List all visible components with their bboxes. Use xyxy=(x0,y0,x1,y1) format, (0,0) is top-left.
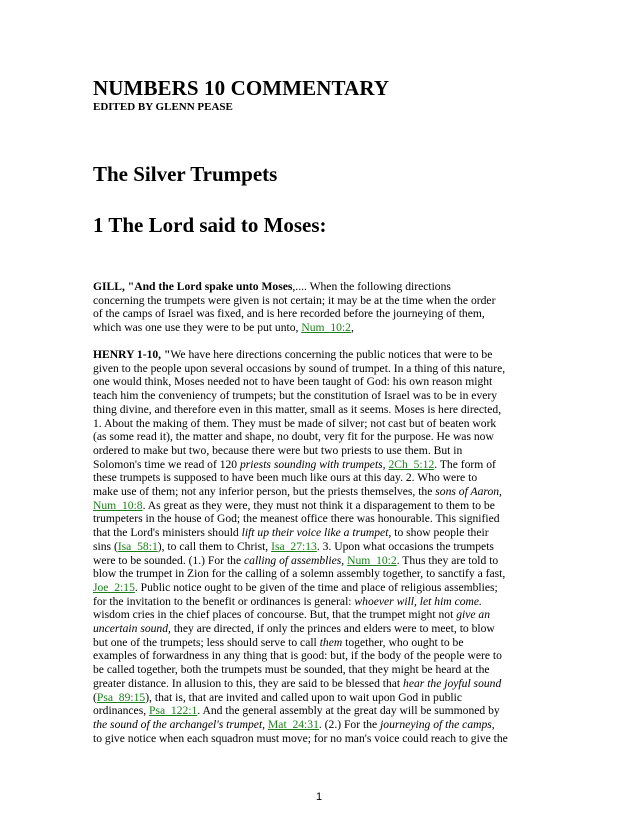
italic-quote: hear the joyful sound xyxy=(403,676,502,690)
text-run: . The form of xyxy=(434,457,496,471)
text-line xyxy=(93,375,549,389)
text-line xyxy=(93,307,549,321)
text-run: thing divine, and therefore even in this matter, small as it seems. Moses is here directed, xyxy=(93,402,502,416)
italic-quote: journeying of the camps, xyxy=(380,717,495,731)
italic-quote: whoever will, let him come. xyxy=(354,594,482,608)
text-run: wisdom cries in the chief places of concourse. But, that the trumpet might not xyxy=(93,608,457,622)
text-run: concerning the trumpets were given is not certain; it may be at the time when the order xyxy=(93,293,496,307)
text-line xyxy=(93,595,549,609)
gill-commentary-paragraph xyxy=(93,280,549,335)
text-line xyxy=(93,622,549,636)
italic-quote: the sound of the archangel's trumpet, xyxy=(93,717,266,731)
text-line xyxy=(93,348,549,362)
text-run: ordered to make but two, because there were but two priests to use them. But in xyxy=(93,443,463,457)
text-line xyxy=(93,458,549,472)
text-line xyxy=(93,471,549,485)
italic-quote: uncertain sound, xyxy=(93,622,171,636)
scripture-reference-link[interactable]: Isa_27:13 xyxy=(271,539,317,553)
text-line xyxy=(93,294,549,308)
text-line xyxy=(93,540,549,554)
text-run: . And the general assembly at the great day will be summoned by xyxy=(197,704,500,718)
scripture-reference-link[interactable]: Isa_58:1 xyxy=(117,539,158,553)
text-run: but one of the trumpets; less should serve to call xyxy=(93,635,320,649)
text-run: (as some read it), the matter and shape, no doubt, very fit for the purpose. He was now xyxy=(93,430,494,444)
editor-credit: EDITED BY GLENN PEASE xyxy=(93,101,233,113)
text-line xyxy=(93,362,549,376)
text-run: blow the trumpet in Zion for the calling of a solemn assembly together, to sanctify a fast, xyxy=(93,567,506,581)
text-run: Solomon's time we read of 120 xyxy=(93,457,240,471)
text-line xyxy=(93,389,549,403)
text-run: trumpeters in the house of God; the meanest office there was honourable. This signified xyxy=(93,512,500,526)
text-run: ordinances, xyxy=(93,704,150,718)
scripture-reference-link[interactable]: Num_10:2 xyxy=(301,321,351,335)
text-run: ), to call them to Christ, xyxy=(157,539,272,553)
page-number: 1 xyxy=(315,791,323,803)
text-run: one would think, Moses needed not to have been taught of God: his own reason might xyxy=(93,375,493,389)
text-line xyxy=(93,403,549,417)
text-run: sins ( xyxy=(93,539,118,553)
commentator-lead: GILL, "And the Lord spake unto Moses xyxy=(93,280,293,293)
text-run: , xyxy=(350,321,354,335)
text-run: which was one use they were to be put unto, xyxy=(93,321,302,335)
text-line xyxy=(93,732,549,746)
text-run: to show people their xyxy=(391,526,489,540)
text-run: to give notice when each squadron must move; for no man's voice could reach to give the xyxy=(93,731,508,745)
text-line xyxy=(93,636,549,650)
italic-quote: them xyxy=(319,635,343,649)
section-heading: The Silver Trumpets xyxy=(93,162,278,186)
text-line xyxy=(93,417,549,431)
italic-quote: calling of assemblies, xyxy=(244,553,345,567)
text-run: teach him the conveniency of trumpets; but the constitution of Israel was to be in every xyxy=(93,389,498,403)
italic-quote: give an xyxy=(456,608,490,622)
text-line xyxy=(93,512,549,526)
text-line xyxy=(93,677,549,691)
text-line xyxy=(93,280,549,294)
scripture-reference-link[interactable]: Num_10:2 xyxy=(347,553,397,567)
text-run: We have here directions concerning the public notices that were to be xyxy=(170,348,493,361)
text-line xyxy=(93,663,549,677)
verse-heading: 1 The Lord said to Moses: xyxy=(93,213,327,237)
text-run: make use of them; not any inferior person, but the priests themselves, the xyxy=(93,485,436,499)
text-line xyxy=(93,567,549,581)
text-run: these trumpets is supposed to have been much like ours at this day. 2. Who were to xyxy=(93,471,478,485)
text-line xyxy=(93,554,549,568)
text-run: . 3. Upon what occasions the trumpets xyxy=(316,539,494,553)
text-run: together, who ought to be xyxy=(342,635,464,649)
text-line xyxy=(93,444,549,458)
scripture-reference-link[interactable]: Psa_89:15 xyxy=(96,690,146,704)
text-run: . Thus they are told to xyxy=(396,553,499,567)
text-run: were to be sounded. (1.) For the xyxy=(93,553,245,567)
scripture-reference-link[interactable]: 2Ch_5:12 xyxy=(388,457,435,471)
italic-quote: sons of Aaron, xyxy=(435,485,502,499)
text-line xyxy=(93,485,549,499)
henry-commentary-paragraph xyxy=(93,348,549,745)
text-run: . (2.) For the xyxy=(318,717,381,731)
text-line xyxy=(93,321,549,335)
text-line xyxy=(93,649,549,663)
text-line xyxy=(93,581,549,595)
italic-quote: priests sounding with trumpets, xyxy=(240,457,386,471)
text-run: ( xyxy=(93,690,97,704)
text-line xyxy=(93,704,549,718)
text-run: for the invitation to the benefit or ordinances is general: xyxy=(93,594,355,608)
text-line xyxy=(93,691,549,705)
scripture-reference-link[interactable]: Mat_24:31 xyxy=(267,717,319,731)
text-run: ), that is, that are invited and called upon to wait upon God in public xyxy=(145,690,463,704)
text-run: that the Lord's ministers should xyxy=(93,526,242,540)
text-line xyxy=(93,526,549,540)
document-title: NUMBERS 10 COMMENTARY xyxy=(93,76,390,100)
text-run: . Public notice ought to be given of the time and place of religious assemblies; xyxy=(134,580,498,594)
text-line xyxy=(93,608,549,622)
text-run: 1. About the making of them. They must be made of silver; not cast but of beaten work xyxy=(93,416,497,430)
scripture-reference-link[interactable]: Joe_2:15 xyxy=(93,580,135,594)
text-line xyxy=(93,718,549,732)
text-run: examples of forwardness in any thing that is good: but, if the body of the people were to xyxy=(93,649,502,663)
scripture-reference-link[interactable]: Psa_122:1 xyxy=(149,704,198,718)
scripture-reference-link[interactable]: Num_10:8 xyxy=(93,498,143,512)
text-run: . As great as they were, they must not think it a disparagement to them to be xyxy=(142,498,495,512)
text-run: given to the people upon several occasions by sound of trumpet. In a thing of this nature, xyxy=(93,361,506,375)
text-line xyxy=(93,499,549,513)
commentator-lead: HENRY 1-10, " xyxy=(93,348,171,361)
italic-quote: lift up their voice like a trumpet, xyxy=(241,526,392,540)
text-run: greater distance. In allusion to this, they are said to be blessed that xyxy=(93,676,404,690)
text-run: of the camps of Israel was fixed, and is here recorded before the journeying of them, xyxy=(93,307,485,321)
text-run: ,.... When the following directions xyxy=(292,280,451,293)
text-line xyxy=(93,430,549,444)
text-run: they are directed, if only the princes and elders were to meet, to blow xyxy=(170,622,495,636)
text-run: be called together, both the trumpets must be sounded, that they might be heard at the xyxy=(93,663,490,677)
